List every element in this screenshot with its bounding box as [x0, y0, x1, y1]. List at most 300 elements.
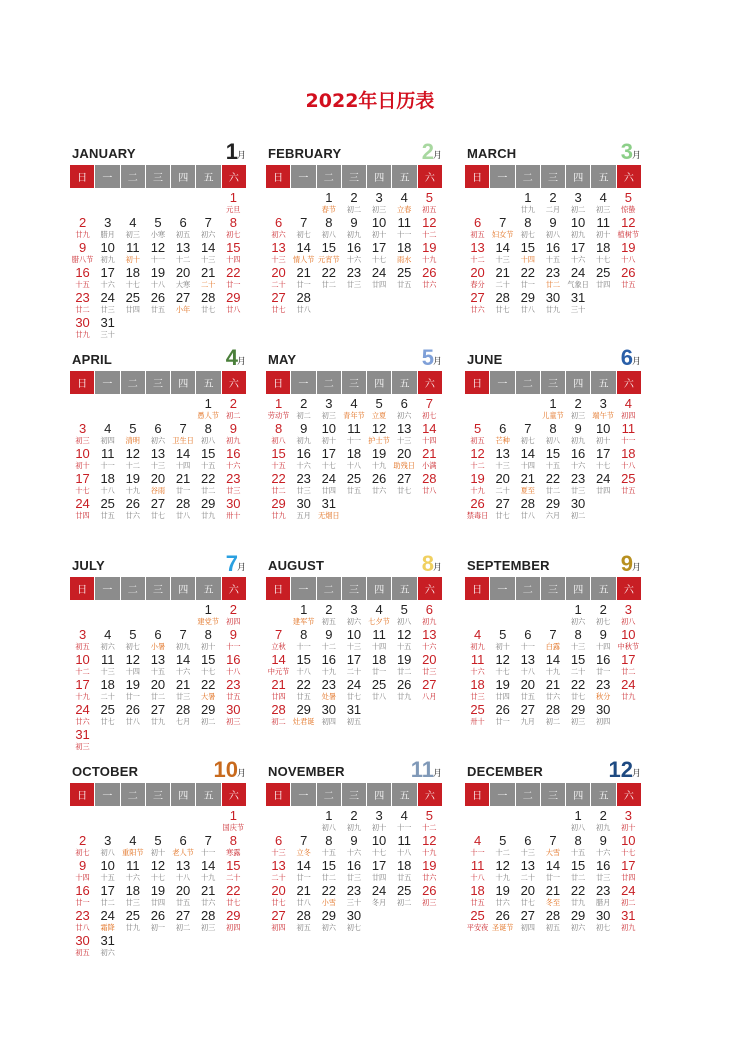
day-number: 23 [75, 291, 90, 305]
day-cell [392, 884, 417, 909]
day-cell [171, 216, 196, 241]
day-number: 25 [100, 703, 115, 717]
day-number: 12 [422, 834, 437, 848]
lunar-label: 初七 [346, 923, 362, 932]
month-number: 10 [213, 757, 238, 782]
lunar-label: 十八 [296, 667, 311, 676]
lunar-label: 十六 [570, 461, 586, 470]
day-number: 29 [226, 909, 241, 923]
lunar-label: 十五 [150, 667, 166, 676]
day-cell [616, 472, 641, 497]
lunar-label: 十五 [545, 255, 561, 264]
day-number: 22 [226, 884, 241, 898]
lunar-label: 廿二 [545, 280, 561, 289]
month-number: 1 [225, 139, 238, 164]
month-block [70, 133, 246, 338]
weekday-label: 三 [541, 165, 565, 188]
day-number: 23 [346, 266, 362, 280]
day-cell [291, 859, 316, 884]
day-number: 4 [400, 191, 408, 205]
month-header [266, 339, 442, 369]
lunar-label: 二十 [200, 280, 216, 289]
day-cell [540, 678, 565, 703]
day-number: 19 [150, 884, 166, 898]
month-suffix: 月 [236, 357, 246, 367]
day-number: 13 [150, 447, 166, 461]
lunar-label: 初九 [570, 436, 586, 445]
day-cell [367, 191, 392, 216]
lunar-label: 立夏 [371, 411, 387, 420]
month-block [70, 339, 246, 544]
day-number: 22 [321, 266, 337, 280]
lunar-label: 霜降 [100, 923, 115, 932]
day-cell [221, 653, 246, 678]
day-cell [616, 397, 641, 422]
day-number: 24 [75, 497, 90, 511]
lunar-label: 廿二 [621, 667, 636, 676]
lunar-label: 初三 [200, 923, 216, 932]
lunar-label: 初九 [595, 823, 611, 832]
day-cell [566, 859, 591, 884]
day-cell [341, 884, 366, 909]
lunar-label: 十四 [520, 255, 535, 264]
lunar-label: 廿六 [422, 873, 437, 882]
empty-cell [266, 603, 291, 628]
weekday-label: 一 [291, 783, 315, 806]
lunar-label: 十五 [100, 873, 115, 882]
day-cell [145, 447, 170, 472]
lunar-label: 十二 [75, 667, 90, 676]
lunar-label: 廿二 [271, 486, 286, 495]
lunar-label: 初四 [520, 923, 535, 932]
lunar-label: 初二 [570, 511, 586, 520]
day-number: 3 [375, 809, 383, 823]
lunar-label: 廿七 [495, 511, 510, 520]
day-cell [70, 216, 95, 241]
day-cell [591, 422, 616, 447]
weekday-label: 四 [566, 165, 590, 188]
day-number: 26 [396, 678, 412, 692]
day-number: 4 [129, 834, 137, 848]
day-cell [566, 834, 591, 859]
weekday-label: 一 [95, 165, 119, 188]
lunar-label: 初六 [396, 411, 412, 420]
day-number: 28 [271, 703, 286, 717]
day-cell [417, 628, 442, 653]
lunar-label: 十九 [371, 461, 387, 470]
lunar-label: 廿四 [150, 898, 166, 907]
lunar-label: 十二 [470, 255, 485, 264]
day-number: 27 [520, 703, 536, 717]
day-number: 10 [570, 216, 586, 230]
lunar-label: 廿三 [346, 873, 362, 882]
day-cell [566, 266, 591, 291]
day-cell [591, 266, 616, 291]
lunar-label: 廿八 [175, 511, 191, 520]
empty-cell [196, 809, 221, 834]
day-cell [591, 191, 616, 216]
lunar-label: 愚人节 [197, 411, 219, 420]
lunar-label: 无烟日 [318, 511, 340, 520]
lunar-label: 妇女节 [491, 230, 514, 239]
day-number: 20 [271, 266, 286, 280]
day-cell [566, 628, 591, 653]
day-number: 28 [175, 703, 191, 717]
day-number: 12 [150, 241, 166, 255]
month-block [266, 545, 442, 750]
day-number: 11 [100, 447, 115, 461]
day-number: 23 [226, 678, 241, 692]
empty-cell [120, 397, 145, 422]
month-header [70, 545, 246, 575]
day-number: 16 [346, 859, 362, 873]
day-number: 18 [470, 884, 485, 898]
month-header [70, 133, 246, 163]
day-number: 27 [150, 497, 166, 511]
day-number: 12 [371, 422, 387, 436]
day-number: 24 [371, 884, 387, 898]
lunar-label: 初六 [200, 230, 216, 239]
month-number: 11 [410, 757, 434, 782]
lunar-label: 廿六 [422, 280, 437, 289]
lunar-label: 十一 [226, 642, 241, 651]
lunar-label: 立春 [396, 205, 412, 214]
lunar-label: 青年节 [343, 411, 365, 420]
lunar-label: 十二 [321, 642, 336, 651]
day-cell [341, 191, 366, 216]
lunar-label: 十六 [570, 255, 586, 264]
lunar-label: 廿一 [125, 692, 140, 701]
day-number: 29 [570, 703, 586, 717]
day-number: 16 [321, 653, 337, 667]
lunar-label: 十三 [271, 255, 286, 264]
day-number: 8 [574, 628, 582, 642]
lunar-label: 廿七 [150, 511, 166, 520]
day-number: 20 [271, 884, 286, 898]
day-cell [196, 422, 221, 447]
day-cell [171, 884, 196, 909]
lunar-label: 十八 [346, 461, 362, 470]
weekday-label: 四 [367, 371, 391, 394]
day-cell [341, 834, 366, 859]
weekday-header [70, 577, 246, 600]
day-cell [266, 216, 291, 241]
day-number: 11 [470, 859, 485, 873]
day-number: 4 [473, 834, 482, 848]
day-number: 6 [274, 216, 283, 230]
day-cell [120, 678, 145, 703]
day-number: 21 [495, 266, 510, 280]
day-cell [591, 859, 616, 884]
day-number: 27 [175, 909, 191, 923]
day-number: 24 [570, 266, 586, 280]
lunar-label: 廿五 [396, 873, 412, 882]
month-name: OCTOBER [72, 764, 139, 779]
day-number: 27 [470, 291, 485, 305]
day-cell [95, 422, 120, 447]
day-cell [490, 703, 515, 728]
lunar-label: 十九 [321, 667, 336, 676]
day-number: 23 [570, 472, 586, 486]
day-number: 14 [422, 422, 437, 436]
empty-cell [465, 191, 490, 216]
day-cell [145, 884, 170, 909]
day-cell [417, 422, 442, 447]
month-number: 9 [620, 551, 633, 576]
lunar-label: 廿九 [396, 692, 412, 701]
day-number: 30 [346, 909, 362, 923]
day-cell [221, 497, 246, 522]
empty-cell [145, 191, 170, 216]
month-header [70, 751, 246, 781]
weekday-label: 二 [516, 165, 540, 188]
day-number: 11 [596, 216, 610, 230]
lunar-label: 初三 [75, 742, 90, 751]
day-cell [221, 603, 246, 628]
weekday-label: 六 [617, 165, 641, 188]
day-number: 20 [150, 678, 166, 692]
day-cell [566, 216, 591, 241]
lunar-label: 廿六 [371, 486, 387, 495]
weekday-label: 六 [418, 783, 442, 806]
lunar-label: 十五 [570, 848, 586, 857]
day-cell [171, 909, 196, 934]
lunar-label: 初九 [422, 617, 437, 626]
day-number: 30 [570, 497, 586, 511]
day-number: 22 [296, 678, 311, 692]
lunar-label: 十九 [125, 486, 140, 495]
day-number: 8 [229, 216, 237, 230]
day-cell [291, 216, 316, 241]
lunar-label: 卅十 [470, 717, 485, 726]
day-number: 16 [595, 859, 611, 873]
lunar-label: 初七 [75, 848, 90, 857]
lunar-label: 廿六 [200, 898, 216, 907]
lunar-label: 腊八节 [71, 255, 94, 264]
day-number: 17 [371, 241, 387, 255]
month-header [266, 545, 442, 575]
day-cell [196, 603, 221, 628]
lunar-label: 初十 [495, 642, 510, 651]
day-number: 8 [549, 422, 557, 436]
day-number: 4 [599, 191, 607, 205]
day-number: 5 [129, 628, 137, 642]
day-number: 6 [179, 834, 187, 848]
day-cell [566, 397, 591, 422]
lunar-label: 初三 [422, 898, 437, 907]
day-number: 7 [204, 216, 212, 230]
lunar-label: 十三 [396, 436, 412, 445]
day-number: 4 [104, 628, 112, 642]
day-number: 30 [75, 934, 90, 948]
lunar-label: 老人节 [172, 848, 194, 857]
lunar-label: 二十 [226, 873, 241, 882]
day-number: 27 [271, 291, 286, 305]
day-number: 17 [371, 859, 387, 873]
day-cell [95, 834, 120, 859]
day-cell [316, 241, 341, 266]
day-cell [70, 909, 95, 934]
day-number: 11 [397, 834, 411, 848]
day-number: 22 [271, 472, 286, 486]
lunar-label: 十一 [520, 642, 535, 651]
day-cell [196, 909, 221, 934]
day-cell [120, 834, 145, 859]
day-cell [417, 809, 442, 834]
empty-cell [266, 809, 291, 834]
day-cell [70, 653, 95, 678]
day-cell [171, 266, 196, 291]
lunar-label: 十二 [422, 823, 437, 832]
day-cell [171, 291, 196, 316]
day-number: 7 [425, 397, 433, 411]
day-number: 5 [400, 603, 408, 617]
lunar-label: 廿五 [175, 898, 191, 907]
day-cell [266, 678, 291, 703]
lunar-label: 十六 [422, 642, 437, 651]
day-cell [316, 809, 341, 834]
day-cell [515, 678, 540, 703]
day-number: 4 [350, 397, 358, 411]
lunar-label: 廿六 [125, 511, 140, 520]
day-cell [392, 834, 417, 859]
day-cell [591, 628, 616, 653]
day-number: 15 [200, 653, 216, 667]
day-cell [515, 909, 540, 934]
day-cell [70, 472, 95, 497]
weekday-label: 四 [171, 577, 195, 600]
day-number: 2 [78, 216, 87, 230]
lunar-label: 气象日 [567, 280, 589, 289]
day-cell [417, 266, 442, 291]
day-number: 30 [321, 703, 337, 717]
lunar-label: 平安夜 [466, 923, 489, 932]
day-cell [171, 678, 196, 703]
day-number: 19 [125, 678, 141, 692]
month-suffix: 月 [236, 151, 246, 161]
lunar-label: 初八 [621, 617, 636, 626]
lunar-label: 廿二 [150, 692, 166, 701]
day-cell [367, 472, 392, 497]
lunar-label: 十四 [371, 642, 387, 651]
day-cell [341, 678, 366, 703]
empty-cell [490, 397, 515, 422]
empty-cell [171, 191, 196, 216]
weekday-label: 二 [317, 371, 341, 394]
day-number: 23 [75, 909, 90, 923]
day-cell [70, 422, 95, 447]
day-number: 15 [570, 653, 586, 667]
lunar-label: 助残日 [393, 461, 415, 470]
day-cell [591, 809, 616, 834]
day-number: 15 [321, 241, 337, 255]
day-number: 21 [520, 472, 536, 486]
lunar-label: 初十 [125, 255, 140, 264]
day-cell [392, 603, 417, 628]
day-cell [465, 266, 490, 291]
lunar-label: 初四 [226, 923, 241, 932]
day-cell [392, 447, 417, 472]
lunar-label: 廿九 [570, 898, 586, 907]
empty-cell [490, 191, 515, 216]
day-cell [591, 216, 616, 241]
day-cell [95, 703, 120, 728]
weekday-label: 三 [146, 783, 170, 806]
day-cell [266, 447, 291, 472]
day-number: 24 [75, 703, 90, 717]
day-cell [316, 859, 341, 884]
day-number: 1 [325, 809, 333, 823]
day-cell [171, 628, 196, 653]
month-suffix: 月 [631, 563, 641, 573]
day-cell [291, 884, 316, 909]
day-cell [291, 678, 316, 703]
day-cell [417, 884, 442, 909]
day-cell [616, 422, 641, 447]
day-number: 31 [100, 934, 115, 948]
lunar-label: 十六 [595, 848, 611, 857]
day-number: 6 [274, 834, 283, 848]
day-cell [392, 266, 417, 291]
lunar-label: 八月 [422, 692, 437, 701]
day-cell [515, 216, 540, 241]
lunar-label: 廿九 [200, 511, 216, 520]
day-cell [171, 834, 196, 859]
day-number: 1 [229, 809, 237, 823]
day-number: 19 [422, 241, 437, 255]
day-cell [171, 422, 196, 447]
lunar-label: 二月 [545, 205, 561, 214]
lunar-label: 初六 [271, 230, 286, 239]
day-number: 2 [325, 603, 333, 617]
lunar-label: 十三 [570, 642, 586, 651]
lunar-label: 护士节 [368, 436, 390, 445]
empty-cell [70, 191, 95, 216]
weekday-label: 六 [617, 371, 641, 394]
lunar-label: 初三 [371, 205, 387, 214]
lunar-label: 廿四 [371, 280, 387, 289]
weekday-label: 日 [465, 165, 489, 188]
day-number: 17 [595, 447, 611, 461]
month-name: NOVEMBER [268, 764, 345, 779]
lunar-label: 十一 [150, 255, 166, 264]
month-header [70, 339, 246, 369]
lunar-label: 三十 [100, 330, 115, 339]
lunar-label: 初五 [75, 642, 90, 651]
day-number: 29 [520, 291, 536, 305]
month-header [465, 339, 641, 369]
day-cell [367, 859, 392, 884]
lunar-label: 廿五 [621, 280, 636, 289]
day-cell [95, 241, 120, 266]
lunar-label: 初六 [321, 923, 336, 932]
day-cell [196, 703, 221, 728]
day-number: 24 [371, 266, 387, 280]
day-cell [70, 241, 95, 266]
day-cell [392, 859, 417, 884]
day-number: 19 [371, 447, 387, 461]
day-number: 9 [599, 628, 607, 642]
empty-cell [171, 397, 196, 422]
day-cell [291, 266, 316, 291]
day-cell [490, 422, 515, 447]
lunar-label: 大雪 [545, 848, 561, 857]
day-cell [145, 497, 170, 522]
day-cell [266, 884, 291, 909]
day-cell [196, 653, 221, 678]
day-number: 25 [396, 266, 412, 280]
day-cell [465, 703, 490, 728]
